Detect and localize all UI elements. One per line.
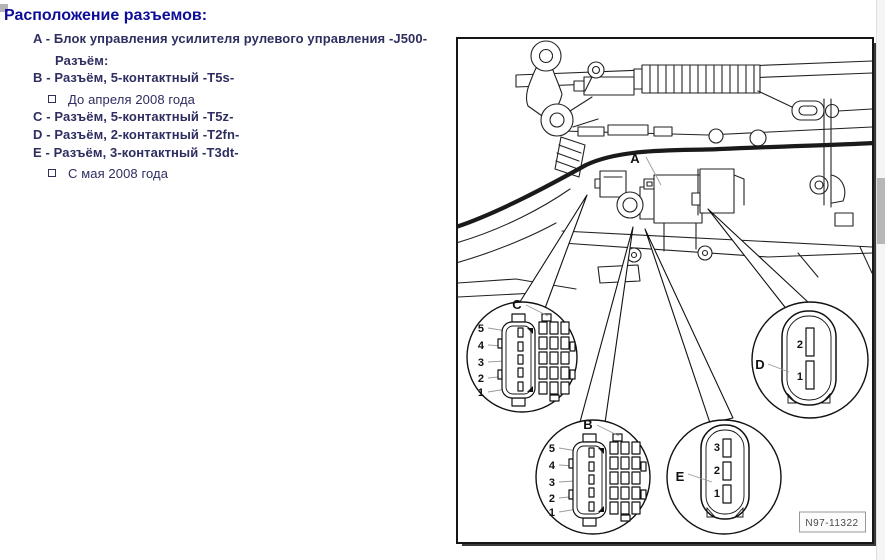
callout-d (752, 302, 868, 418)
pin-number: 5 (477, 323, 484, 335)
item-text: Разъём, 5-контактный -T5z- (54, 109, 234, 124)
callout-label-e: E (675, 469, 685, 484)
item-letter: D - (33, 127, 55, 142)
item-letter: A - (33, 31, 54, 46)
pin-number: 1 (477, 387, 484, 399)
list-item-a-sub (55, 53, 108, 68)
pin-number: 4 (548, 460, 555, 472)
steering-joint (526, 41, 604, 177)
diagram-svg (458, 39, 872, 542)
figure-number-box (800, 512, 866, 532)
item-text: Разъём: (55, 53, 109, 68)
vertical-scrollbar[interactable] (876, 0, 885, 560)
callout-label-b: B (583, 417, 593, 432)
pin-number: 1 (548, 507, 555, 519)
pin-number: 3 (548, 477, 555, 489)
pin-number: 1 (713, 488, 720, 500)
list-item-e-note (48, 166, 168, 181)
item-text: Разъём, 5-контактный -T5s- (54, 70, 235, 85)
connector-location-figure (456, 37, 874, 544)
pin-number: 2 (796, 339, 803, 351)
square-bullet-icon (48, 95, 56, 103)
pin-number: 1 (796, 371, 803, 383)
pin-number: 2 (548, 493, 555, 505)
item-text: С мая 2008 года (68, 166, 169, 181)
scrollbar-thumb[interactable] (877, 178, 885, 244)
pin-number: 4 (477, 340, 484, 352)
item-text: До апреля 2008 года (68, 92, 195, 107)
pin-number: 5 (548, 443, 555, 455)
list-item-b-note (48, 92, 195, 107)
callout-label-c: C (512, 297, 522, 312)
callout-e (667, 420, 781, 534)
list-item-d (33, 127, 239, 142)
figure-number: N97-11322 (805, 518, 859, 529)
callout-label-a: A (630, 151, 640, 166)
list-item-a (33, 31, 427, 46)
pin-number: 3 (713, 442, 720, 454)
item-letter: C - (33, 109, 55, 124)
engine-illustration (458, 41, 872, 297)
square-bullet-icon (48, 169, 56, 177)
list-item-c (33, 109, 234, 124)
pin-number: 3 (477, 357, 484, 369)
callout-b (536, 417, 650, 534)
list-item-b (33, 70, 234, 85)
callout-c (467, 297, 577, 412)
item-letter: E - (33, 145, 54, 160)
pin-number: 2 (713, 465, 720, 477)
list-item-e (33, 145, 239, 160)
item-letter: B - (33, 70, 55, 85)
callout-label-d: D (755, 357, 765, 372)
pin-number: 2 (477, 373, 484, 385)
page-title: Расположение разъемов: (4, 7, 208, 24)
item-text: Разъём, 3-контактный -T3dt- (53, 145, 239, 160)
item-text: Блок управления усилителя рулевого управления -J500- (53, 31, 428, 46)
item-text: Разъём, 2-контактный -T2fn- (54, 127, 240, 142)
